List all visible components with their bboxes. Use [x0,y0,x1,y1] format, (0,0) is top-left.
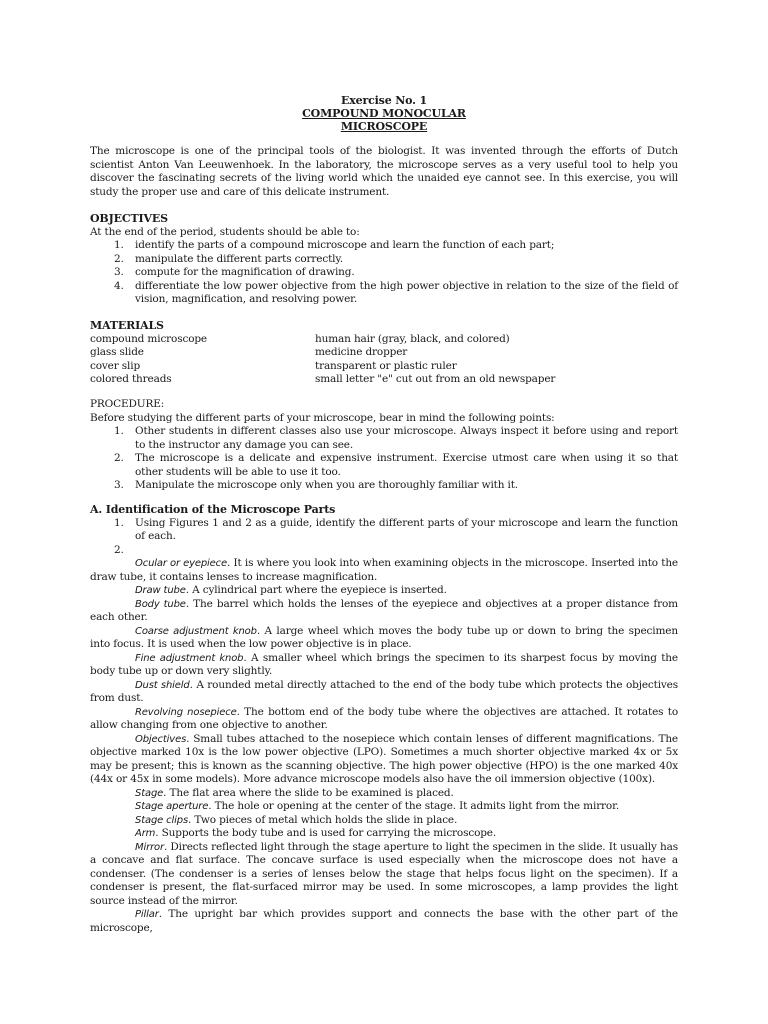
list-item: 4. differentiate the low power objective from the high power objective in relation to the size of the field of vision, magnification, and resolving power. [114,279,678,305]
title-line-2: MICROSCOPE [340,120,428,133]
part-pillar: Pillar. The upright bar which provides support and connects the base with the other part of the microscope, [90,908,678,934]
material-item: transparent or plastic ruler [315,359,457,372]
objectives-section [90,212,678,307]
part-dust-shield: Dust shield. A rounded metal directly attached to the end of the body tube which protects the objectives from dust. [90,678,678,704]
exercise-number: Exercise No. 1 [340,94,428,107]
part-fine-adjustment: Fine adjustment knob. A smaller wheel which brings the specimen to its sharpest focus by moving the body tube up or down very slightly. [90,651,678,677]
materials-grid [90,333,678,387]
list-item: 1. Other students in different classes also use your microscope. Always inspect it before using and report to the instructor any damage you can see. [114,425,678,451]
part-stage: Stage. The flat area where the slide to be examined is placed. [135,786,454,799]
list-item: 2. manipulate the different parts correctly. [114,252,343,265]
section-a-heading: A. Identification of the Microscope Parts [90,503,336,516]
material-item: cover slip [90,359,141,372]
list-item: 2. [114,543,124,556]
material-item: small letter "e" cut out from an old newspaper [315,373,556,385]
part-stage-clips: Stage clips. Two pieces of metal which holds the slide in place. [135,813,458,826]
procedure-lead: Before studying the different parts of your microscope, bear in mind the following points: [90,411,555,424]
microscope-parts [90,557,678,935]
part-ocular: Ocular or eyepiece. It is where you look into when examining objects in the microscope. Inserted into the draw tube, it contains lenses to increase magnification. [90,557,678,583]
material-item: glass slide [90,346,144,358]
section-a [90,503,678,935]
material-item: medicine dropper [315,346,408,358]
material-item: colored threads [90,373,172,385]
objectives-lead: At the end of the period, students should be able to: [90,225,360,238]
part-stage-aperture: Stage aperture. The hole or opening at the center of the stage. It admits light from the mirror. [135,800,620,812]
objectives-list [90,239,678,307]
part-revolving-nosepiece: Revolving nosepiece. The bottom end of the body tube where the objectives are attached. It rotates to allow changing from one objective to another. [90,705,678,731]
part-arm: Arm. Supports the body tube and is used for carrying the microscope. [135,827,497,839]
part-body-tube: Body tube. The barrel which holds the lenses of the eyepiece and objectives at a proper distance from each other. [90,597,678,623]
part-coarse-adjustment: Coarse adjustment knob. A large wheel which moves the body tube up or down to bring the specimen into focus. It is used when the low power objective is in place. [90,624,678,650]
part-objectives: Objectives. Small tubes attached to the nosepiece which contain lenses of different magnifications. The objective marked 10x is the low power objective (LPO). Sometimes a much shorter objective marked 4x or 5x may be present; this is known as the scanning objective. The high power objective (HPO) is the one marked 40x (44x or 45x in some models). More advance microscope models also have the oil immersion objective (100x). [90,732,678,785]
section-a-list [90,517,678,558]
procedure-heading: PROCEDURE: [90,398,165,410]
material-item: compound microscope [90,332,207,345]
list-item: 3. Manipulate the microscope only when you are thoroughly familiar with it. [114,479,518,491]
procedure-section [90,398,678,493]
list-item: 1. Using Figures 1 and 2 as a guide, identify the different parts of your microscope and learn the function of each. [114,516,678,542]
materials-section [90,319,678,387]
intro-paragraph: The microscope is one of the principal tools of the biologist. It was invented through the efforts of Dutch scientist Anton Van Leeuwenhoek. In the laboratory, the microscope serves as a very useful tool to help you discover the fascinating secrets of the living world which the unaided eye cannot see. In this exercise, you will study the proper use and care of this delicate instrument. [90,145,678,198]
material-item: human hair (gray, black, and colored) [315,332,510,345]
part-mirror: Mirror. Directs reflected light through the stage aperture to light the specimen in the slide. It usually has a concave and flat surface. The concave surface is used especially when the microscope does not have a condenser. (The condenser is a series of lenses below the stage that helps focus light on the specimen). If a condenser is present, the flat-surfaced mirror may be used. In some microscopes, a lamp provides the light source instead of the mirror. [90,840,678,907]
list-item: 3. compute for the magnification of drawing. [114,266,355,278]
list-item: 1. identify the parts of a compound microscope and learn the function of each part; [114,239,555,251]
title-line-1: COMPOUND MONOCULAR [302,107,466,120]
materials-heading: MATERIALS [90,319,164,332]
part-draw-tube: Draw tube. A cylindrical part where the eyepiece is inserted. [135,584,447,596]
procedure-list [90,425,678,493]
list-item: 2. The microscope is a delicate and expensive instrument. Exercise utmost care when using it so that other students will be able to use it too. [114,452,678,478]
objectives-heading: OBJECTIVES [90,212,168,225]
